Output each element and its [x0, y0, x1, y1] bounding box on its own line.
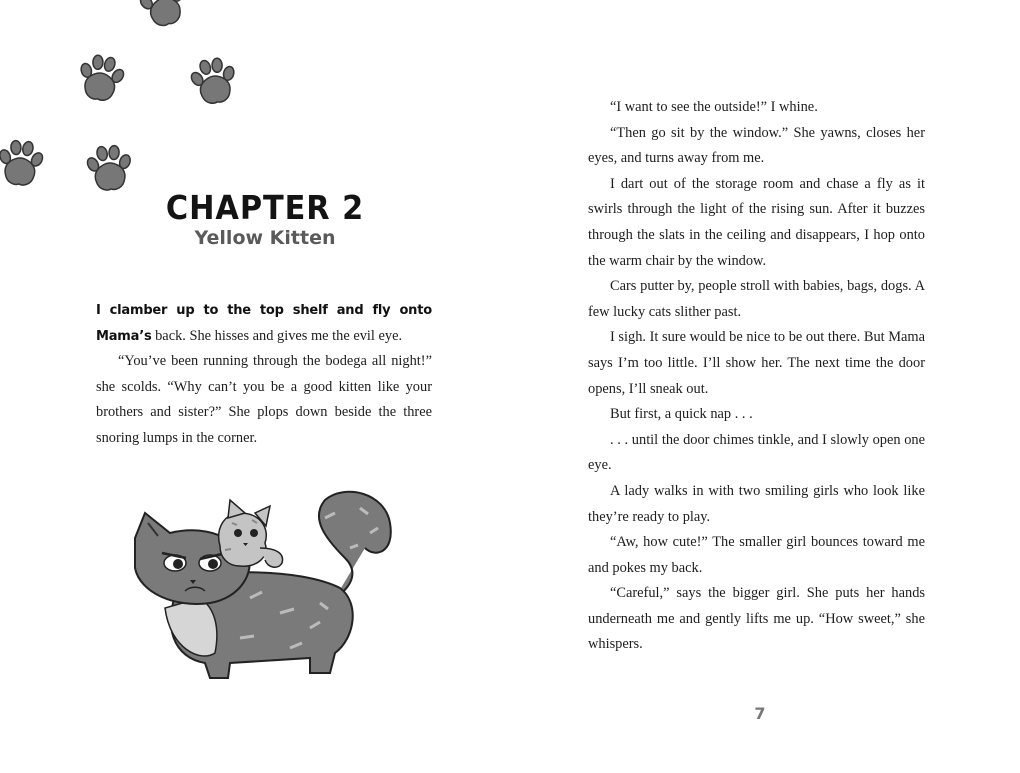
- right-paragraph: I sigh. It sure would be nice to be out there. But Mama says I’m too little. I’ll show her. The next time the door opens, I’ll sneak out.: [588, 329, 925, 397]
- right-paragraph: I dart out of the storage room and chase a fly as it swirls through the light of the rising sun. After it buzzes through the slats in the ceiling and disappears, I hop onto the warm chair by the window.: [588, 175, 925, 269]
- paw-icon: [0, 138, 46, 186]
- cat-illustration: [120, 488, 410, 688]
- page-number: 7: [754, 704, 766, 723]
- right-paragraph: Cars putter by, people stroll with babies, bags, dogs. A few lucky cats slither past.: [588, 278, 925, 320]
- left-paragraph-1: [96, 298, 432, 349]
- paw-icon: [187, 55, 241, 107]
- left-page-text: [96, 298, 432, 452]
- right-paragraph: “Aw, how cute!” The smaller girl bounces toward me and pokes my back.: [588, 534, 925, 576]
- chapter-number: CHAPTER 2: [165, 188, 365, 227]
- right-paragraph: A lady walks in with two smiling girls who look like they’re ready to play.: [588, 482, 925, 525]
- chapter-heading: [150, 188, 380, 250]
- right-paragraph: But first, a quick nap . . .: [610, 406, 753, 423]
- right-page-text: [588, 95, 925, 658]
- left-paragraph-2: “You’ve been running through the bodega all night!” she scolds. “Why can’t you be a good kitten like your brothers and sister?” She plops down beside the three snoring lumps in the corner.: [96, 353, 432, 446]
- right-paragraph: . . . until the door chimes tinkle, and I slowly open one eye.: [588, 431, 925, 474]
- paw-icon: [74, 52, 128, 104]
- right-paragraph: “I want to see the outside!” I whine.: [610, 99, 818, 115]
- right-paragraph: “Careful,” says the bigger girl. She puts her hands underneath me and gently lifts me up. “How sweet,” she whispers.: [588, 585, 925, 653]
- right-paragraph: “Then go sit by the window.” She yawns, closes her eyes, and turns away from me.: [588, 124, 925, 167]
- paw-prints-decoration: [0, 0, 260, 210]
- paragraph-continuation: back. She hisses and gives me the evil eye.: [151, 327, 403, 344]
- paw-icon: [135, 0, 192, 30]
- lead-in-text: I clamber up to the top shelf and fly onto Mama’s: [96, 303, 432, 344]
- chapter-title: Yellow Kitten: [194, 227, 336, 249]
- paw-icon: [84, 143, 135, 191]
